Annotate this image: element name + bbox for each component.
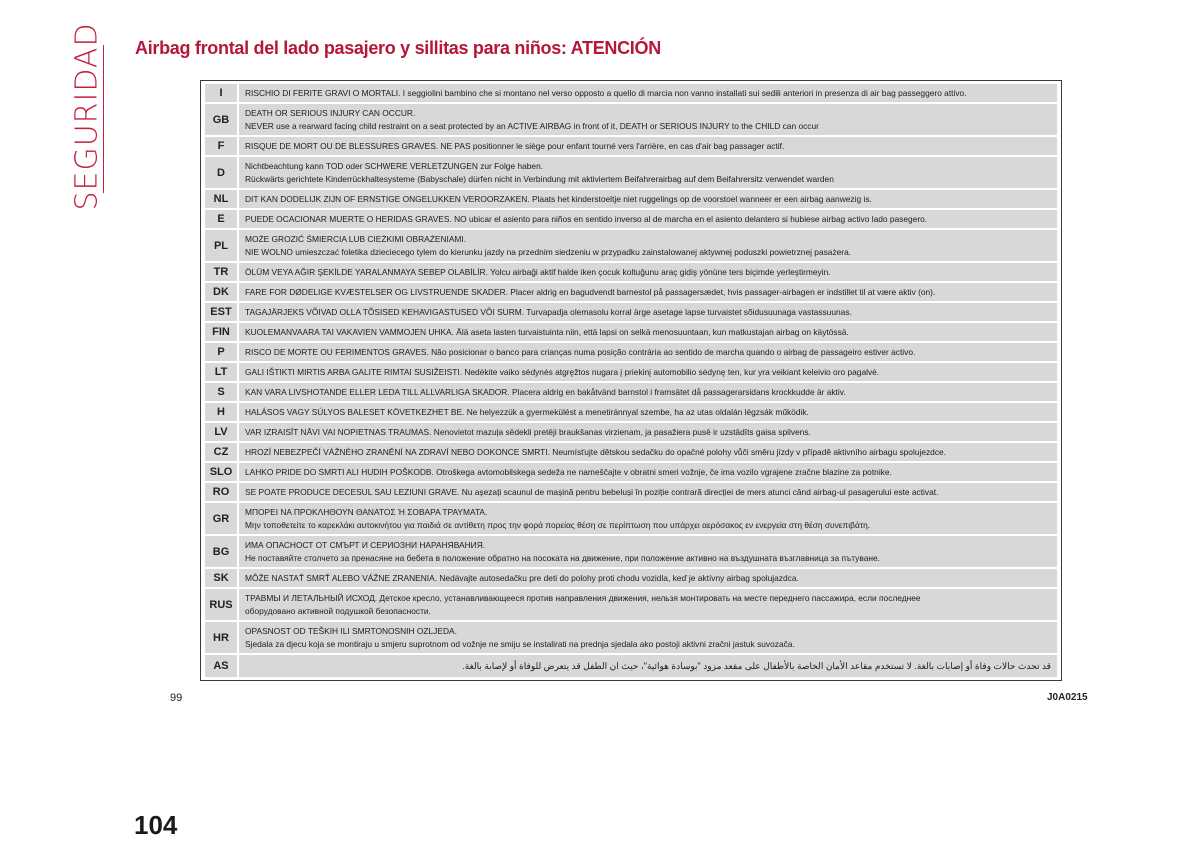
page-title: Airbag frontal del lado pasajero y sillitas para niños: ATENCIÓN [135, 38, 661, 58]
warning-text-line: Μην τοποθετείτε το καρεκλάκι αυτοκινήτου για παιδιά σε αντίθετη προς την φορά πορείας θέση σε περίπτωση που υπάρχει αερόσακος εν ενεργεία στη θέση συνεπιβάτη. [245, 519, 871, 530]
language-code: GB [205, 104, 237, 135]
warning-text [239, 403, 1057, 421]
warning-text [239, 303, 1057, 321]
warning-text [239, 157, 1057, 188]
warning-text-line: ИМА ОПАСНОСТ ОТ СМЪРТ И СЕРИОЗНИ НАРАНЯВАНИЯ. [245, 540, 486, 550]
table-row [205, 343, 1057, 361]
figure-reference-code: J0A0215 [1047, 692, 1088, 703]
language-code: RO [205, 483, 237, 501]
language-code: EST [205, 303, 237, 321]
table-row [205, 655, 1057, 677]
warning-text-line: DEATH OR SERIOUS INJURY CAN OCCUR. [245, 108, 416, 118]
warning-text-line: NEVER use a rearward facing child restraint on a seat protected by an ACTIVE AIRBAG in front of it, DEATH or SERIOUS INJURY to the CHILD can occur [245, 120, 819, 131]
table-row [205, 84, 1057, 102]
warning-text-line: NIE WOLNO umieszczać foletika dzieciecego tylem do kierunku jazdy na przednim siedzeniu w przypadku zainstalowanej aktywnej poduszki powietrznej pasażera. [245, 246, 852, 257]
warning-text [239, 230, 1057, 261]
language-code: CZ [205, 443, 237, 461]
language-code: PL [205, 230, 237, 261]
page-number: 104 [134, 810, 178, 840]
warning-text [239, 137, 1057, 155]
warning-text [239, 483, 1057, 501]
table-row [205, 589, 1057, 620]
warning-text-line: HROZÍ NEBEZPEČÍ VÁŽNÉHO ZRANĚNÍ NA ZDRAVÍ NEBO DOKONCE SMRTI. Neumísťujte dětskou sedačku do opačné polohy vůči směru jízdy v případě aktivního airbagu spolujezdce. [245, 446, 947, 457]
warning-text-line: GALI IŠTIKTI MIRTIS ARBA GALITE RIMTAI SUSIŽEISTI. Nedėkite vaiko sėdynės atgręžtos nugara į priekinį automobilio sėdynę ten, kur yra veikiant keleivio oro pagalvė. [245, 366, 880, 377]
table-row [205, 403, 1057, 421]
warning-text [239, 589, 1057, 620]
language-code: F [205, 137, 237, 155]
language-code: DK [205, 283, 237, 301]
warning-text [239, 423, 1057, 441]
warning-text [239, 283, 1057, 301]
section-label-text: SEGURIDAD [69, 21, 105, 211]
warning-text-line: ТРАВМЫ И ЛЕТАЛЬНЫЙ ИСХОД. Детское кресло, устанавливающееся против направления движения, нельзя монтировать на месте переднего пассажира, если последнее [245, 593, 921, 603]
language-code: I [205, 84, 237, 102]
table-row [205, 443, 1057, 461]
table-row [205, 383, 1057, 401]
warning-text [239, 323, 1057, 341]
language-code: TR [205, 263, 237, 281]
table-row [205, 622, 1057, 653]
warning-text [239, 190, 1057, 208]
table-row [205, 210, 1057, 228]
table-row [205, 323, 1057, 341]
table-row [205, 137, 1057, 155]
warning-text-line: SE POATE PRODUCE DECESUL SAU LEZIUNI GRAVE. Nu așezați scaunul de mașină pentru bebeluși în poziție contrară direcției de mers atunci când airbag-ul pasagerului este activat. [245, 486, 939, 497]
language-code: S [205, 383, 237, 401]
warning-text-line: RISQUE DE MORT OU DE BLESSURES GRAVES. NE PAS positionner le siège pour enfant tourné vers l'arrière, en cas d'air bag passager actif. [245, 140, 785, 151]
table-row [205, 483, 1057, 501]
warning-text [239, 263, 1057, 281]
table-row [205, 104, 1057, 135]
warning-text [239, 104, 1057, 135]
language-code: GR [205, 503, 237, 534]
table-row [205, 423, 1057, 441]
table-row [205, 157, 1057, 188]
warning-text-line: TAGAJÄRJEKS VÕIVAD OLLA TÕSISED KEHAVIGASTUSED VÕI SURM. Turvapadja olemasolu korral ärge asetage lapse turvaistet sõidusuunaga vastassuunas. [245, 306, 852, 317]
warning-text [239, 463, 1057, 481]
table-row [205, 263, 1057, 281]
table-row [205, 190, 1057, 208]
warning-text-line: FARE FOR DØDELIGE KVÆSTELSER OG LIVSTRUENDE SKADER. Placer aldrig en bagudvendt barnestol på passagersædet, hvis passager-airbagen er indstillet til at være aktiv (on). [245, 286, 936, 297]
warning-text-line: ÖLÜM VEYA AĞIR ŞEKİLDE YARALANMAYA SEBEP OLABİLİR. Yolcu airbaği aktif halde iken çocuk koltuğunu araç gidiş yönüne ters biçimde yerleştirmeyin. [245, 266, 831, 277]
table-row [205, 283, 1057, 301]
table-row [205, 303, 1057, 321]
language-code: RUS [205, 589, 237, 620]
warning-text [239, 383, 1057, 401]
warning-text [239, 569, 1057, 587]
warning-text-line: ΜΠΟΡΕΙ ΝΑ ΠΡΟΚΛΗΘΟΥΝ ΘΑΝΑΤΟΣ Ή ΣΟΒΑΡΑ ΤΡΑΥΜΑΤΑ. [245, 507, 488, 517]
language-code: E [205, 210, 237, 228]
language-code: SK [205, 569, 237, 587]
language-code: SLO [205, 463, 237, 481]
warning-text-line: Rückwärts gerichtete Kinderrückhaltesysteme (Babyschale) dürfen nicht in Verbindung mit aktiviertem Beifahrerairbag auf dem Beifahrersitz verwendet warden [245, 173, 834, 184]
table-row [205, 363, 1057, 381]
language-code: NL [205, 190, 237, 208]
language-code: LV [205, 423, 237, 441]
language-code: D [205, 157, 237, 188]
section-label [62, 21, 112, 211]
warning-text-line: VAR IZRAISĪT NĀVI VAI NOPIETNAS TRAUMAS. Nenovietot mazuļa sēdekli pretēji braukšanas virzienam, ja pasažiera pusē ir uzstādīts gaisa spilvens. [245, 426, 811, 437]
language-code: P [205, 343, 237, 361]
warning-text-line: RISCO DE MORTE OU FERIMENTOS GRAVES. Não posicionar o banco para crianças numa posição contrária ao sentido de marcha quando o airbag de passageiro estiver activo. [245, 346, 916, 357]
language-code: BG [205, 536, 237, 567]
warning-text [239, 84, 1057, 102]
language-code: LT [205, 363, 237, 381]
warning-text [239, 363, 1057, 381]
figure-page-number: 99 [170, 692, 183, 704]
warning-text-line: LAHKO PRIDE DO SMRTI ALI HUDIH POŠKODB. Otroškega avtomobilskega sedeža ne nameščajte v obratni smeri vožnje, če ima vozilo vgrajene zračne blazine za potnike. [245, 466, 892, 477]
warning-text-line: PUEDE OCACIONAR MUERTE O HERIDAS GRAVES. NO ubicar el asiento para niños en sentido inverso al de marcha en el asiento delantero si hubiese airbag activo lado pasegero. [245, 213, 928, 224]
warning-text [239, 210, 1057, 228]
table-row [205, 503, 1057, 534]
warning-text-line: HALÁSOS VAGY SÚLYOS BALESET KÖVETKEZHET BE. Ne helyezzük a gyermekülést a menetiránnyal szembe, ha az utas oldalán légzsák működik. [245, 406, 809, 417]
warning-text-line: DIT KAN DODELIJK ZIJN OF ERNSTIGE ONGELUKKEN VEROORZAKEN. Plaats het kinderstoeltje niet ruggelings op de voorstoel wanneer er een airbag aanwezig is. [245, 193, 872, 204]
warning-text [239, 443, 1057, 461]
warning-text-line: قد تحدث حالات وفاة أو إصابات بالغة. لا تستخدم مقاعد الأمان الخاصة بالأطفال على مقعد مزود "بوسادة هوائية"، حيث ان الطفل قد يتعرض للوفاة أو لإصابة بالغة. [462, 660, 1051, 671]
warning-text [239, 536, 1057, 567]
warning-text-line: Nichtbeachtung kann TOD oder SCHWERE VERLETZUNGEN zur Folge haben. [245, 161, 544, 171]
table-row [205, 463, 1057, 481]
warning-text-line: оборудовано активной подушкой безопасности. [245, 605, 431, 616]
table-row [205, 536, 1057, 567]
table-row [205, 230, 1057, 261]
warning-text-line: RISCHIO DI FERITE GRAVI O MORTALI. I seggiolini bambino che si montano nel verso opposto a quello di marcia non vanno installati sui sedili anteriori in presenza di air bag passeggero attivo. [245, 87, 967, 98]
language-code: H [205, 403, 237, 421]
language-code: HR [205, 622, 237, 653]
warning-text [239, 503, 1057, 534]
warning-text-line: KUOLEMANVAARA TAI VAKAVIEN VAMMOJEN UHKA. Älä aseta lasten turvaistuinta niin, että lapsi on selkä menosuuntaan, kun matkustajan airbag on käytössä. [245, 326, 849, 337]
warning-text-line: MÔŽE NASTAŤ SMRŤ ALEBO VÁŽNE ZRANENIA. Nedávajte autosedačku pre deti do polohy proti chodu vozidla, keď je aktívny airbag spolujazdca. [245, 572, 799, 583]
warning-text-line: Sjedala za djecu koja se montiraju u smjeru suprotnom od vožnje ne smiju se instalirati na prednja sjedala ako postoji aktivni zračni jastuk suvozača. [245, 638, 795, 649]
warning-text [239, 343, 1057, 361]
warning-table [200, 80, 1062, 681]
warning-text-line: MOŻE GROZIĆ ŚMIERCIA LUB CIEŻKIMI OBRAŻENIAMI. [245, 234, 467, 244]
warning-text [239, 622, 1057, 653]
language-code: AS [205, 655, 237, 677]
table-row [205, 569, 1057, 587]
language-code: FIN [205, 323, 237, 341]
warning-text [239, 655, 1057, 677]
warning-text-line: OPASNOST OD TEŠKIH ILI SMRTONOSNIH OZLJEDA. [245, 626, 457, 636]
warning-text-line: Не поставяйте столчето за пренасяне на бебета в положение обратно на посоката на движение, при положение активно на въздушната възглавница за пътуване. [245, 552, 880, 563]
warning-text-line: KAN VARA LIVSHOTANDE ELLER LEDA TILL ALLVARLIGA SKADOR. Placera aldrig en bakåtvänd barnstol i framsätet då passagerarsidans krockkudde är aktiv. [245, 386, 846, 397]
